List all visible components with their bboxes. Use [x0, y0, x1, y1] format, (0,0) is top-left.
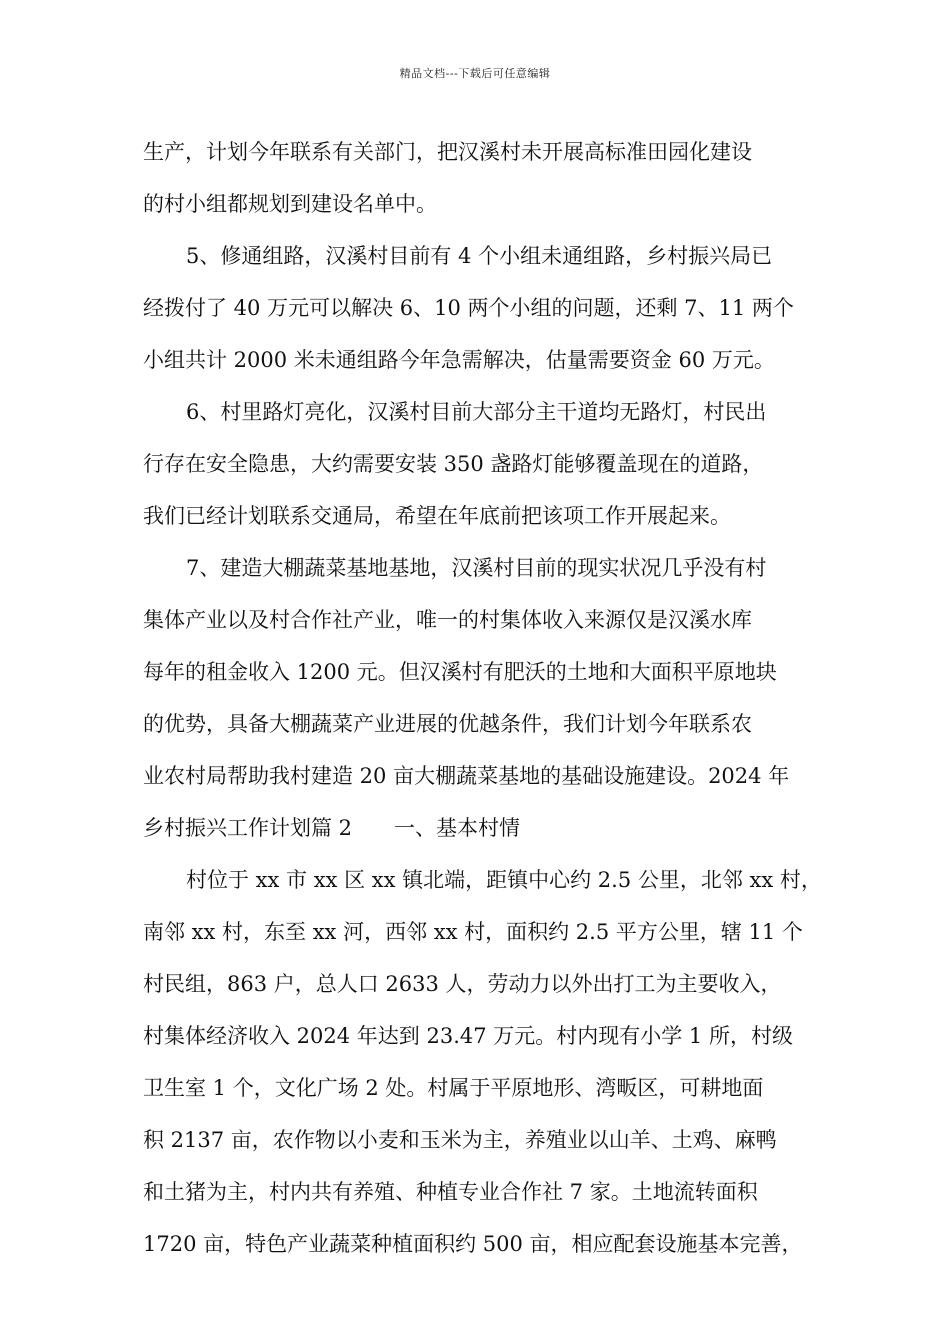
- text-line: 村集体经济收入 2024 年达到 23.47 万元。村内现有小学 1 所，村级: [143, 1024, 793, 1048]
- text-line: 村位于 xx 市 xx 区 xx 镇北端，距镇中心约 2.5 公里，北邻 xx 村，: [186, 868, 822, 892]
- text-line: 的村小组都规划到建设名单中。: [143, 192, 437, 216]
- page-header: 精品文档---下载后可任意编辑: [399, 67, 551, 80]
- text-line: 业农村局帮助我村建造 20 亩大棚蔬菜基地的基础设施建设。2024 年: [143, 764, 790, 788]
- text-line: 我们已经计划联系交通局，希望在年底前把该项工作开展起来。: [143, 504, 731, 528]
- text-line: 6、村里路灯亮化，汉溪村目前大部分主干道均无路灯，村民出: [186, 400, 767, 424]
- text-line: 乡村振兴工作计划篇 2 一、基本村情: [143, 816, 521, 840]
- text-line: 的优势，具备大棚蔬菜产业进展的优越条件，我们计划今年联系农: [143, 712, 752, 736]
- text-line: 集体产业以及村合作社产业，唯一的村集体收入来源仅是汉溪水库: [143, 608, 752, 632]
- text-line: 南邻 xx 村，东至 xx 河，西邻 xx 村，面积约 2.5 平方公里，辖 11 个: [143, 920, 803, 944]
- text-line: 5、修通组路，汉溪村目前有 4 个小组未通组路，乡村振兴局已: [186, 244, 773, 268]
- text-line: 生产，计划今年联系有关部门，把汉溪村未开展高标准田园化建设: [143, 140, 752, 164]
- text-line: 小组共计 2000 米未通组路今年急需解决，估量需要资金 60 万元。: [143, 348, 775, 372]
- text-line: 7、建造大棚蔬菜基地基地，汉溪村目前的现实状况几乎没有村: [186, 556, 767, 580]
- text-line: 1720 亩，特色产业蔬菜种植面积约 500 亩，相应配套设施基本完善，: [143, 1232, 803, 1256]
- text-line: 和土猪为主，村内共有养殖、种植专业合作社 7 家。土地流转面积: [143, 1180, 758, 1204]
- text-line: 积 2137 亩，农作物以小麦和玉米为主，养殖业以山羊、土鸡、麻鸭: [143, 1128, 777, 1152]
- text-line: 行存在安全隐患，大约需要安装 350 盏路灯能够覆盖现在的道路，: [143, 452, 764, 476]
- text-line: 卫生室 1 个，文化广场 2 处。村属于平原地形、湾畈区，可耕地面: [143, 1076, 764, 1100]
- text-line: 经拨付了 40 万元可以解决 6、10 两个小组的问题，还剩 7、11 两个: [143, 296, 794, 320]
- text-line: 每年的租金收入 1200 元。但汉溪村有肥沃的土地和大面积平原地块: [143, 660, 777, 684]
- text-line: 村民组，863 户，总人口 2633 人，劳动力以外出打工为主要收入，: [143, 972, 782, 996]
- document-body: [143, 130, 833, 1274]
